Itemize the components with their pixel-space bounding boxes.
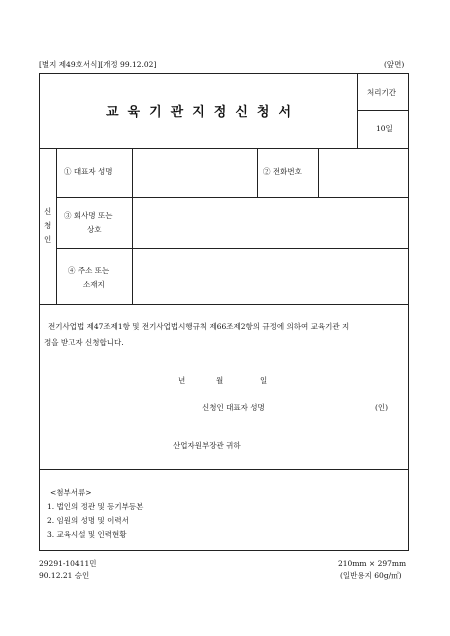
attachment-item: 3. 교육시설 및 인력현황	[47, 530, 127, 539]
paper-type: (일반용지 60g/㎡)	[340, 571, 402, 580]
attachments-title: <첨부서류>	[50, 488, 92, 497]
divider	[39, 469, 409, 470]
form-title: 교육기관지정신청서	[106, 105, 301, 120]
representative-name-label: ① 대표자 성명	[64, 167, 113, 176]
divider	[56, 149, 57, 304]
applicant-label-2: 청	[44, 221, 52, 230]
date-day: 일	[260, 376, 268, 385]
divider	[257, 149, 258, 197]
approval-date: 90.12.21 승인	[39, 571, 90, 580]
divider	[357, 110, 409, 111]
signature-label: 신청인 대표자 성명	[202, 403, 265, 412]
paper-size: 210mm × 297mm	[338, 559, 407, 568]
address-label: ④ 주소 또는	[68, 266, 110, 275]
applicant-label-1: 신	[44, 207, 52, 216]
address-label-2: 소재지	[83, 280, 105, 289]
form-code: 29291-10411민	[39, 559, 97, 568]
phone-field[interactable]	[319, 149, 409, 197]
page-side-label: (앞면)	[384, 60, 405, 69]
address-field[interactable]	[133, 249, 409, 304]
attachment-item: 1. 법인의 정관 및 등기부등본	[47, 502, 144, 511]
attachment-item: 2. 임원의 성명 및 이력서	[47, 516, 129, 525]
statement-line-1: 전기사업법 제47조제1항 및 전기사업법시행규칙 제66조제2항의 규정에 의하여 교육기관 지	[48, 322, 350, 331]
seal-label: (인)	[375, 403, 389, 412]
representative-name-field[interactable]	[133, 149, 257, 197]
company-name-label-2: 상호	[87, 225, 102, 234]
divider	[357, 73, 358, 149]
processing-period-label: 처리기간	[367, 88, 396, 97]
company-name-label: ③ 회사명 또는	[64, 211, 113, 220]
processing-period-value: 10일	[376, 124, 393, 133]
form-frame	[39, 73, 409, 551]
phone-label: ② 전화번호	[263, 167, 302, 176]
date-month: 월	[216, 376, 224, 385]
form-reference: [별지 제49호서식][개정 99.12.02]	[39, 60, 157, 69]
company-name-field[interactable]	[133, 198, 409, 248]
divider	[39, 304, 409, 305]
statement-line-2: 정을 받고자 신청합니다.	[44, 338, 124, 347]
applicant-label-3: 인	[44, 235, 52, 244]
addressee: 산업자원부장관 귀하	[173, 441, 241, 450]
date-year: 년	[178, 376, 186, 385]
